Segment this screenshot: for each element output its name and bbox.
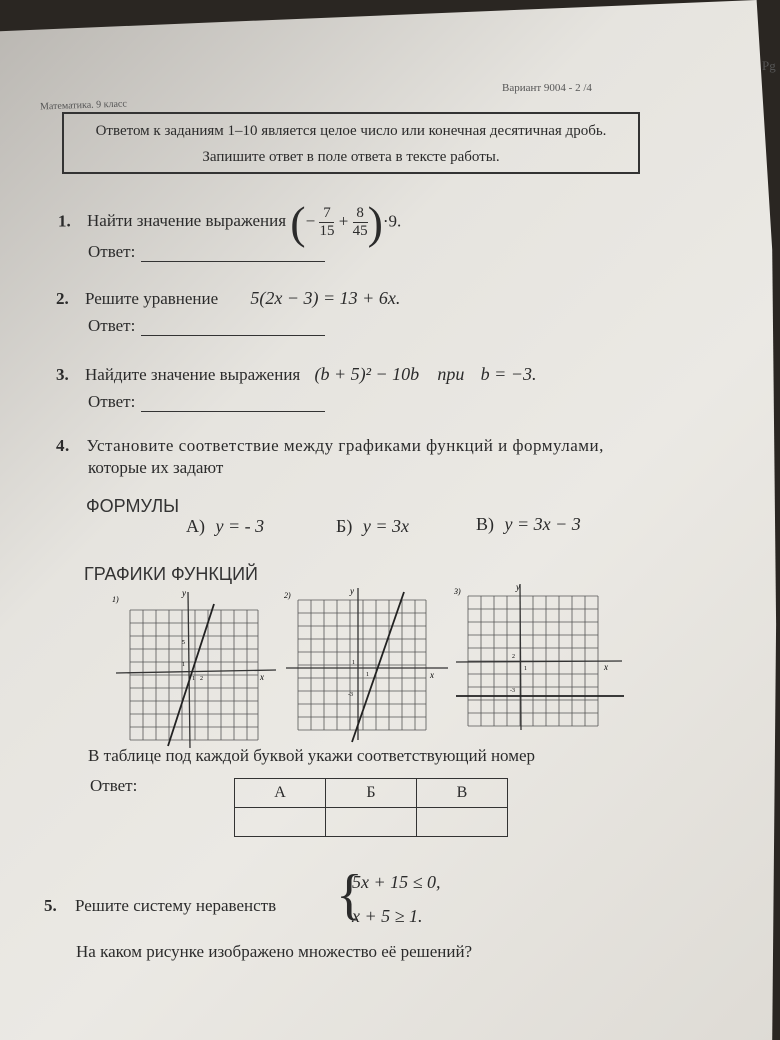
task-number: 1. bbox=[58, 211, 71, 231]
paren-left: ( bbox=[290, 197, 306, 248]
answer-label-4: Ответ: bbox=[90, 776, 138, 795]
axis-y-label: y bbox=[516, 582, 520, 592]
table-answer-row bbox=[235, 808, 508, 837]
variant-label: Вариант 9004 - 2 /4 bbox=[502, 82, 592, 94]
formulas-heading: ФОРМУЛЫ bbox=[86, 496, 180, 516]
answer-field-2[interactable] bbox=[141, 317, 325, 336]
formula-a: А) y = - 3 bbox=[186, 516, 265, 536]
task-text: Решите систему неравенств bbox=[75, 896, 277, 915]
x-axis bbox=[116, 670, 276, 673]
svg-text:1: 1 bbox=[182, 662, 185, 668]
task-4 bbox=[56, 436, 604, 456]
table-header-b: Б bbox=[326, 779, 417, 808]
paren-right: ) bbox=[367, 197, 383, 248]
graphs-heading: ГРАФИКИ ФУНКЦИЙ bbox=[84, 564, 258, 584]
task-2 bbox=[56, 288, 400, 309]
table-header-c: В bbox=[417, 779, 508, 808]
svg-text:1: 1 bbox=[366, 672, 369, 678]
task-number: 4. bbox=[56, 436, 70, 455]
svg-text:1: 1 bbox=[352, 660, 355, 666]
task-4-text-line-2: которые их задают bbox=[88, 458, 224, 477]
fraction-2: $\frac{8}{45}$ bbox=[352, 205, 368, 239]
axis-y-label: y bbox=[350, 586, 354, 596]
edge-mark: Pg bbox=[762, 58, 776, 73]
function-line bbox=[352, 592, 404, 742]
y-axis bbox=[188, 592, 190, 748]
axis-x-label: x bbox=[604, 662, 608, 672]
task-5-question: На каком рисунке изображено множество её решений? bbox=[76, 942, 473, 961]
answer-row-1 bbox=[88, 242, 325, 262]
answer-cell-a[interactable] bbox=[235, 808, 326, 837]
axis-x-label: x bbox=[260, 672, 264, 682]
graph-label: 3) bbox=[454, 587, 461, 596]
inequality-1: 5x + 15 ≤ 0, bbox=[352, 872, 441, 892]
task-text: Решите уравнение bbox=[85, 289, 219, 308]
answer-cell-b[interactable] bbox=[326, 808, 417, 837]
task-text: Найти значение выражения bbox=[87, 211, 287, 231]
answer-row-3 bbox=[88, 392, 325, 412]
subject-label: Математика. 9 класс bbox=[39, 98, 128, 113]
graph-1 bbox=[110, 584, 282, 752]
axis-x-label: x bbox=[430, 670, 434, 680]
formula-c: В) y = 3x − 3 bbox=[476, 514, 581, 534]
inequality-2: x + 5 ≥ 1. bbox=[352, 906, 423, 926]
instructions-box: Ответом к заданиям 1–10 является целое число или конечная десятичная дробь. Запишите ответ в поле ответа в тексте работы. bbox=[62, 112, 640, 174]
task-5 bbox=[44, 896, 276, 916]
answer-label: Ответ: bbox=[88, 242, 136, 261]
formula-b: Б) y = 3x bbox=[336, 516, 409, 536]
graph-label: 2) bbox=[284, 591, 291, 600]
axis-y-label: y bbox=[182, 588, 186, 598]
graph-2 bbox=[282, 584, 454, 752]
svg-text:2: 2 bbox=[512, 654, 515, 660]
plus-sign: + bbox=[338, 211, 349, 231]
graph-3 bbox=[452, 582, 626, 732]
answer-label: Ответ: bbox=[88, 392, 136, 411]
fraction-1: $\frac{7}{15}$ bbox=[319, 205, 335, 239]
task-number: 3. bbox=[56, 365, 69, 384]
answer-field-3[interactable] bbox=[141, 393, 325, 412]
condition-word: при bbox=[437, 364, 465, 384]
task-text: Найдите значение выражения bbox=[85, 365, 301, 384]
system-brace: { bbox=[336, 864, 363, 926]
svg-text:1: 1 bbox=[524, 666, 527, 672]
task-3 bbox=[56, 364, 536, 385]
answer-label: Ответ: bbox=[88, 316, 136, 335]
expr-tail: ·9. bbox=[382, 211, 402, 231]
table-header-row bbox=[235, 779, 508, 808]
equation: 5(2x − 3) = 13 + 6x. bbox=[250, 288, 401, 308]
svg-text:-3: -3 bbox=[348, 692, 353, 698]
minus-sign: − bbox=[305, 211, 316, 231]
answer-cell-c[interactable] bbox=[417, 808, 508, 837]
condition-value: b = −3. bbox=[480, 364, 537, 384]
svg-text:1: 1 bbox=[192, 676, 195, 682]
svg-text:2: 2 bbox=[200, 676, 203, 682]
table-instruction: В таблице под каждой буквой укажи соответствующий номер bbox=[88, 746, 536, 765]
answer-table bbox=[234, 778, 508, 837]
answer-field-1[interactable] bbox=[141, 243, 325, 262]
task-number: 5. bbox=[44, 896, 57, 915]
answer-row-2 bbox=[88, 316, 325, 336]
svg-text:5: 5 bbox=[182, 640, 185, 646]
expression: (b + 5)² − 10b bbox=[314, 364, 420, 384]
graph-label: 1) bbox=[112, 595, 119, 604]
task-text: Установите соответствие между графиками функций и формулами, bbox=[86, 436, 604, 455]
table-header-a: А bbox=[235, 779, 326, 808]
svg-text:-3: -3 bbox=[510, 688, 515, 694]
task-number: 2. bbox=[56, 289, 69, 308]
